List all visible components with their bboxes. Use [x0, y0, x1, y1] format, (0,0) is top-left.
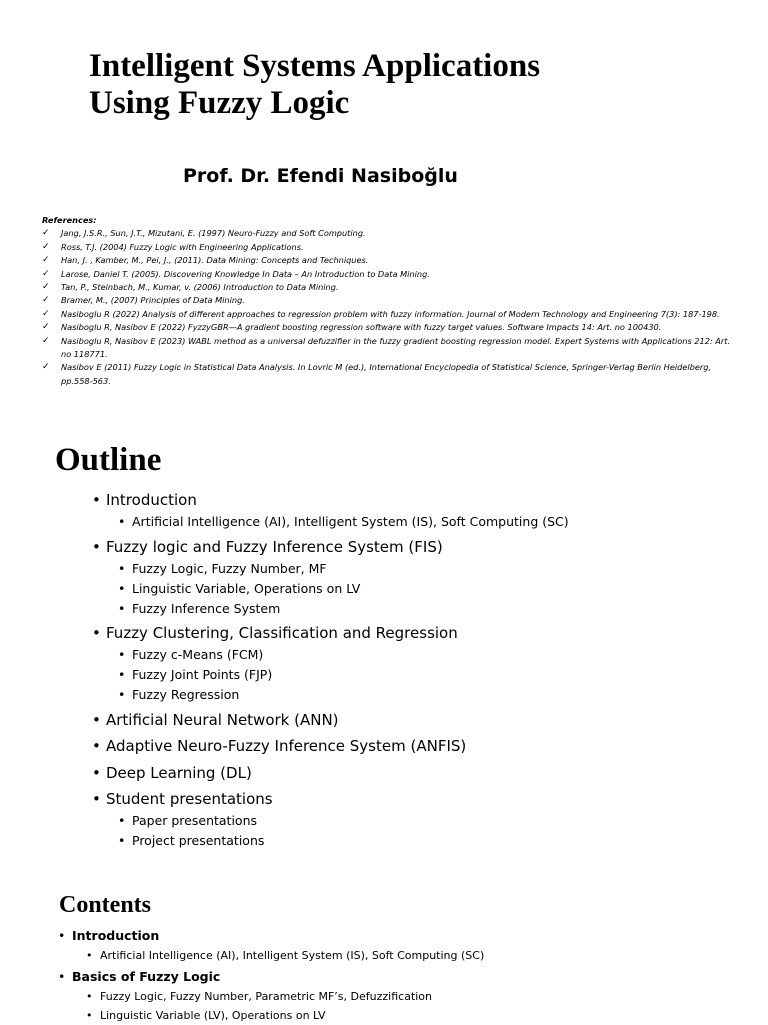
check-icon: ✓	[42, 241, 50, 252]
check-icon: ✓	[42, 255, 50, 266]
outline-subitem: • Linguistic Variable, Operations on LV	[118, 579, 732, 599]
outline-item: • Adaptive Neuro-Fuzzy Inference System (ANFIS)	[92, 734, 732, 758]
reference-item: ✓ Ross, T.J. (2004) Fuzzy Logic with Engineering Applications.	[42, 241, 742, 254]
title-line-2: Using Fuzzy Logic	[89, 85, 350, 121]
outline-item: • Introduction • Artificial Intelligence (AI), Intelligent System (IS), Soft Computing (SC)	[92, 488, 732, 532]
outline-item: • Fuzzy Clustering, Classification and Regression • Fuzzy c-Means (FCM) • Fuzzy Joint Points (FJP) • Fuzzy Regression	[92, 621, 732, 705]
reference-item: ✓ Jang, J.S.R., Sun, J.T., Mizutani, E. (1997) Neuro-Fuzzy and Soft Computing.	[42, 227, 742, 240]
check-icon: ✓	[42, 362, 50, 373]
outline-subitem: • Fuzzy c-Means (FCM)	[118, 645, 732, 665]
reference-item: ✓ Nasiboglu R (2022) Analysis of different approaches to regression problem with fuzzy information. Journal of Modern Technology and Engineering 7(3): 187-198.	[42, 308, 742, 321]
outline-item: • Deep Learning (DL)	[92, 761, 732, 785]
contents-list	[58, 926, 738, 1025]
outline-subitem: • Fuzzy Inference System	[118, 599, 732, 619]
document-title	[89, 48, 540, 122]
reference-item: ✓ Larose, Daniel T. (2005). Discovering Knowledge In Data – An Introduction to Data Mining.	[42, 268, 742, 281]
outline-subitem: • Paper presentations	[118, 811, 732, 831]
contents-subitem: • Fuzzy Logic, Fuzzy Number, Parametric MF’s, Defuzzification	[86, 987, 738, 1006]
outline-subitem: • Project presentations	[118, 831, 732, 851]
outline-subitem: • Fuzzy Joint Points (FJP)	[118, 665, 732, 685]
check-icon: ✓	[42, 228, 50, 239]
check-icon: ✓	[42, 268, 50, 279]
outline-subitem: • Fuzzy Regression	[118, 685, 732, 705]
outline-list	[92, 488, 732, 851]
contents-subitem: • Artificial Intelligence (AI), Intelligent System (IS), Soft Computing (SC)	[86, 946, 738, 965]
reference-item: ✓ Han, J. , Kamber, M., Pei, J., (2011). Data Mining: Concepts and Techniques.	[42, 254, 742, 267]
reference-item: ✓ Nasiboglu R, Nasibov E (2022) FyzzyGBR—A gradient boosting regression software with fuzzy target values. Software Impacts 14: Art. no 100430.	[42, 321, 742, 334]
check-icon: ✓	[42, 308, 50, 319]
contents-subitem: • Linguistic Variable (LV), Operations on LV	[86, 1006, 738, 1025]
outline-subitem: • Fuzzy Logic, Fuzzy Number, MF	[118, 559, 732, 579]
contents-item: • Introduction • Artificial Intelligence (AI), Intelligent System (IS), Soft Computing (SC)	[58, 926, 738, 965]
outline-subitem: • Artificial Intelligence (AI), Intelligent System (IS), Soft Computing (SC)	[118, 512, 732, 532]
author-name: Prof. Dr. Efendi Nasiboğlu	[183, 165, 458, 187]
reference-item: ✓ Tan, P., Steinbach, M., Kumar, v. (2006) Introduction to Data Mining.	[42, 281, 742, 294]
references-list	[42, 227, 742, 388]
reference-item: ✓ Nasibov E (2011) Fuzzy Logic in Statistical Data Analysis. In Lovric M (ed.), International Encyclopedia of Statistical Science, Springer-Verlag Berlin Heidelberg, pp.558-563.	[42, 362, 712, 386]
title-line-1: Intelligent Systems Applications	[89, 48, 541, 84]
references-section	[42, 214, 742, 388]
contents-heading: Contents	[59, 892, 152, 918]
outline-heading: Outline	[55, 442, 162, 478]
references-heading: References:	[42, 215, 97, 225]
contents-item: • Basics of Fuzzy Logic • Fuzzy Logic, Fuzzy Number, Parametric MF’s, Defuzzification • Linguistic Variable (LV), Operations on LV	[58, 967, 738, 1025]
reference-item: ✓ Nasiboglu R, Nasibov E (2023) WABL method as a universal defuzzifier in the fuzzy gradient boosting regression model. Expert Systems with Applications 212: Art. no 118771.	[42, 335, 731, 360]
outline-item: • Fuzzy logic and Fuzzy Inference System (FIS) • Fuzzy Logic, Fuzzy Number, MF • Linguistic Variable, Operations on LV • Fuzzy Inference System	[92, 535, 732, 619]
check-icon: ✓	[42, 322, 50, 333]
check-icon: ✓	[42, 295, 50, 306]
reference-item: ✓ Bramer, M., (2007) Principles of Data Mining.	[42, 294, 742, 307]
check-icon: ✓	[42, 335, 50, 346]
check-icon: ✓	[42, 282, 50, 293]
outline-item: • Artificial Neural Network (ANN)	[92, 708, 732, 732]
outline-item: • Student presentations • Paper presentations • Project presentations	[92, 787, 732, 851]
